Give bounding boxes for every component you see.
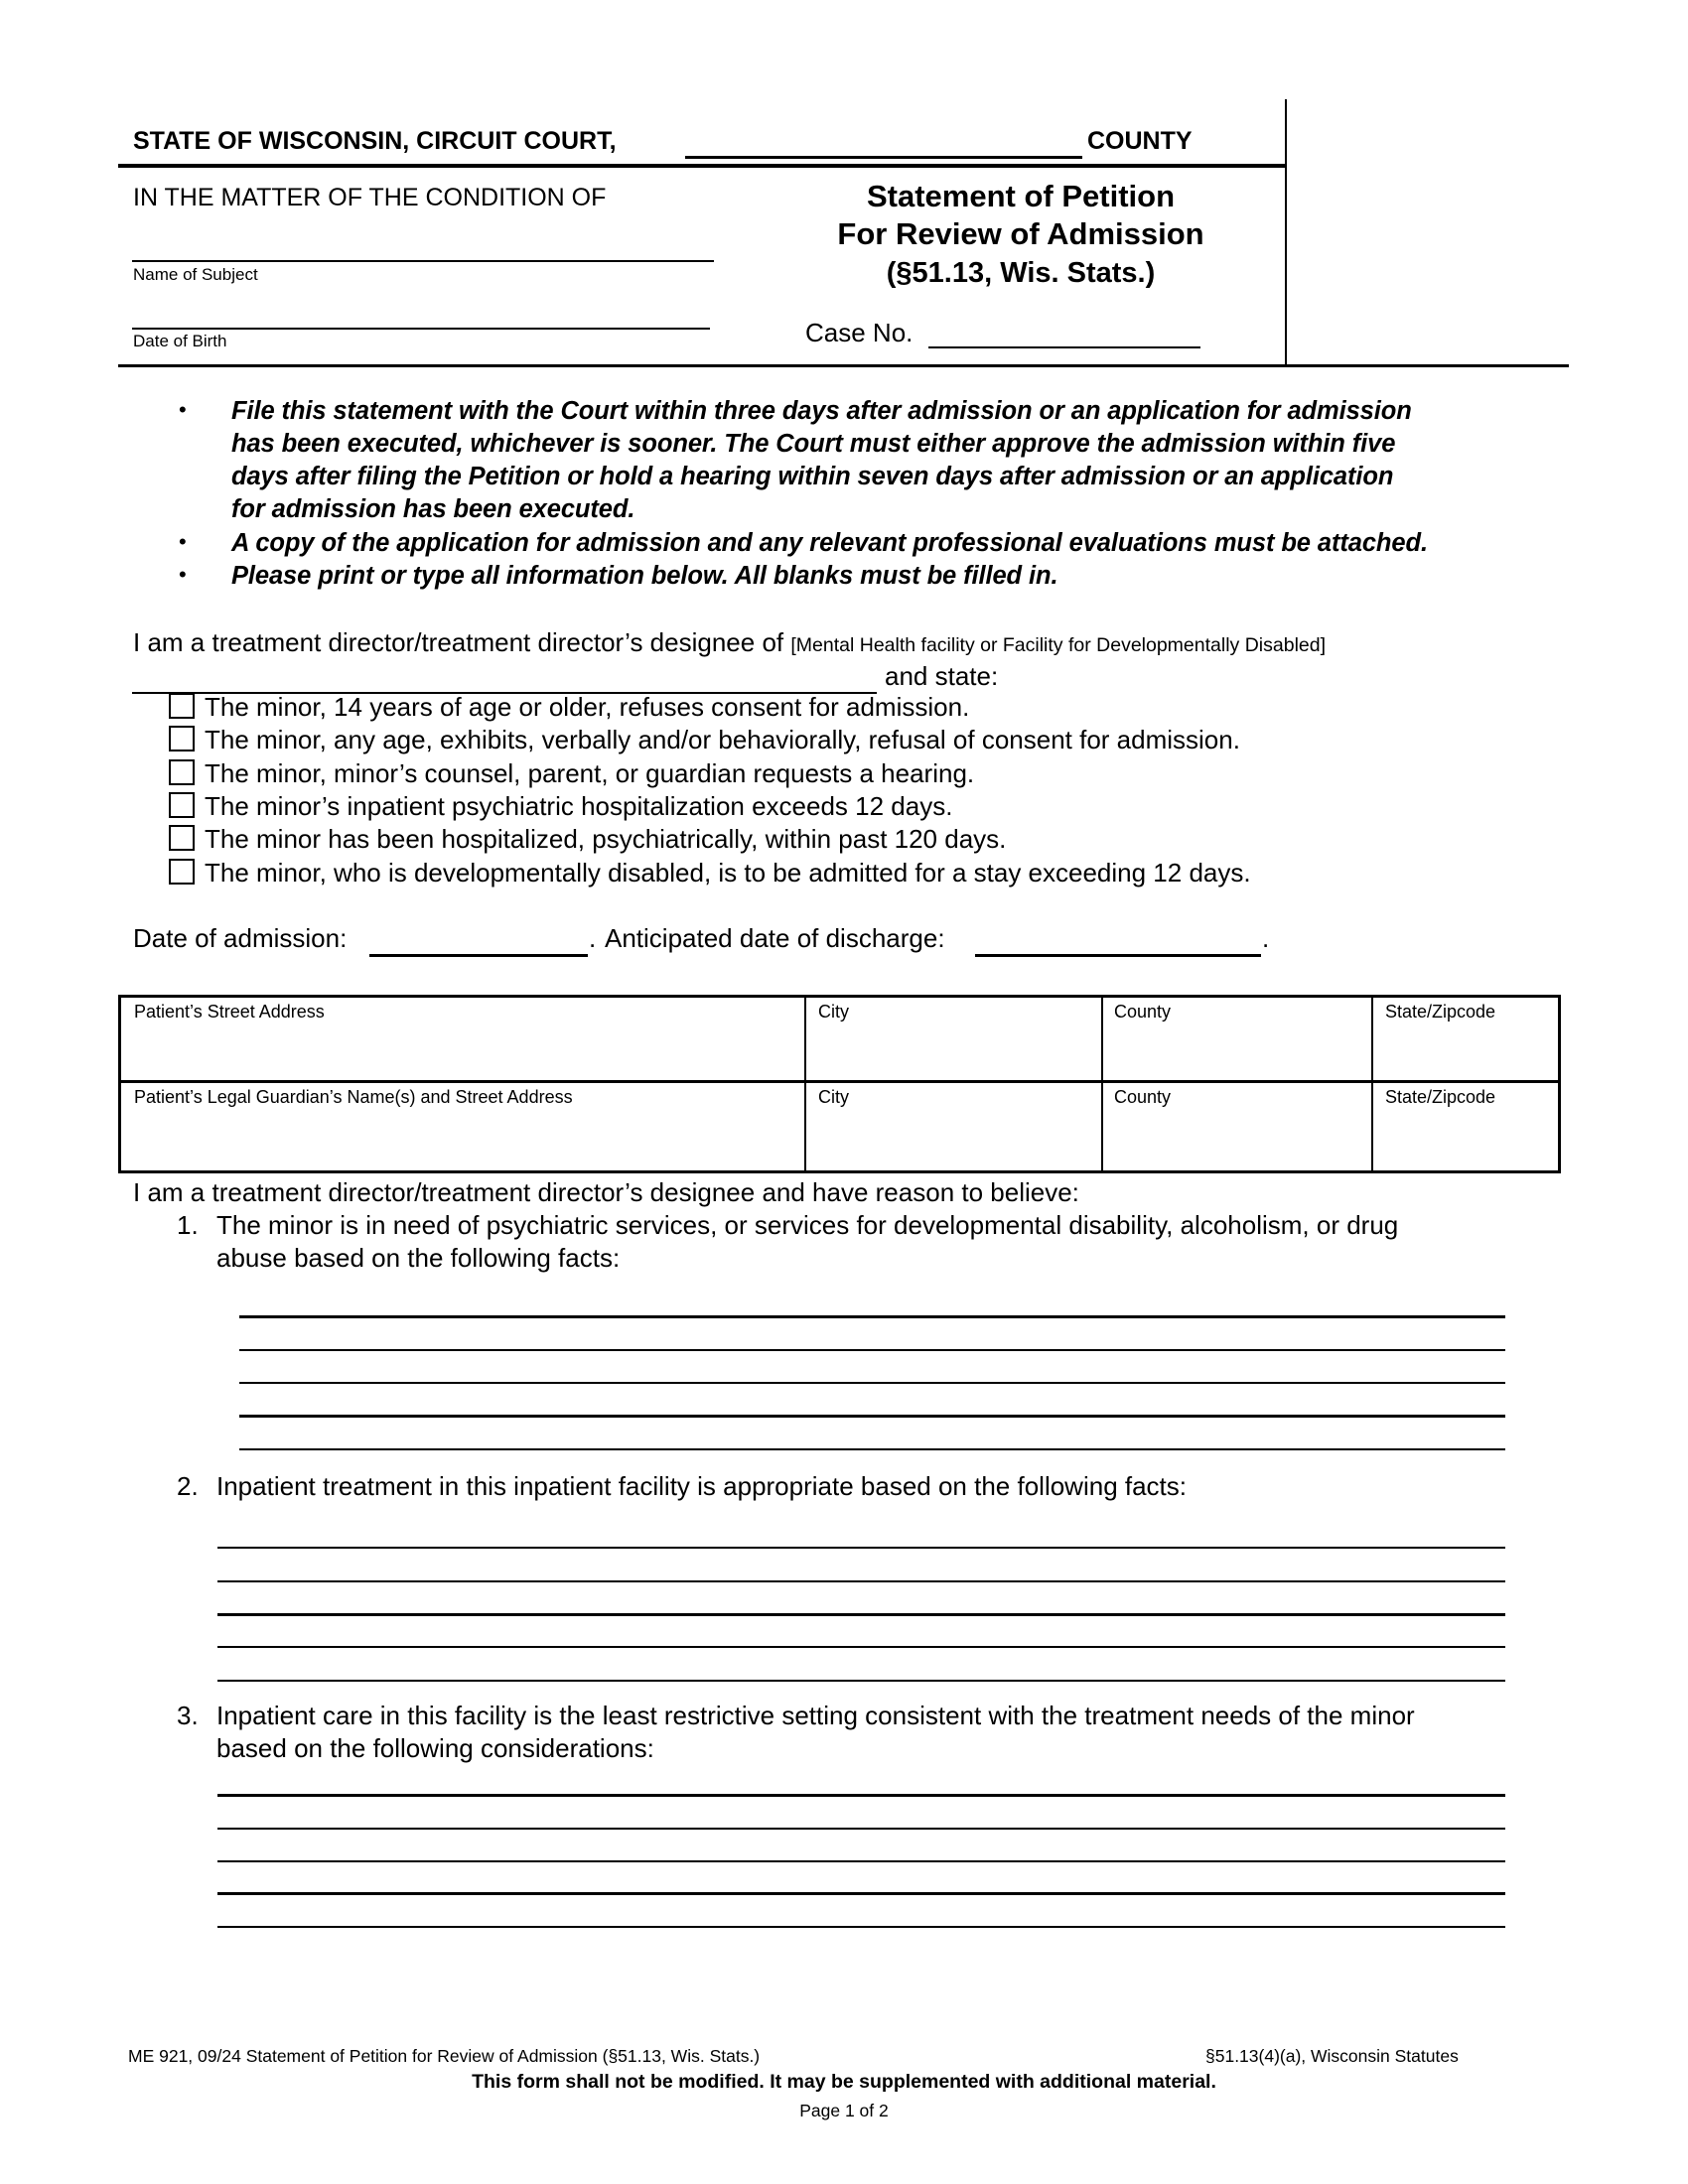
- checkbox-hospitalized-120-days[interactable]: [169, 825, 195, 851]
- bullet-icon: •: [179, 529, 187, 554]
- admission-date-label: Date of admission:: [133, 923, 348, 953]
- item-2-number: 2.: [177, 1471, 199, 1501]
- patient-street-address-label: Patient’s Street Address: [134, 1002, 325, 1022]
- answer-line: [217, 1580, 1505, 1582]
- instruction-2: A copy of the application for admission and any relevant professional evaluations must be attached.: [231, 529, 1428, 557]
- item-3-answer-input[interactable]: [217, 1832, 1509, 1861]
- instruction-1-line-2: has been executed, whichever is sooner. The Court must either approve the admission within five: [231, 430, 1396, 458]
- patient-state-zip-label: State/Zipcode: [1385, 1002, 1496, 1022]
- checkbox-refuses-consent[interactable]: [169, 693, 195, 719]
- admission-date-input[interactable]: [369, 921, 592, 953]
- form-title-line2: For Review of Admission: [837, 216, 1204, 251]
- beliefs-intro: I am a treatment director/treatment director’s designee and have reason to believe:: [133, 1177, 1079, 1207]
- checkbox-label: The minor, any age, exhibits, verbally and/or behaviorally, refusal of consent for admission.: [205, 725, 1240, 754]
- answer-line: [217, 1860, 1505, 1862]
- admission-date-line: [369, 954, 588, 957]
- patient-county-label: County: [1114, 1002, 1172, 1022]
- item-1-text-line-2: abuse based on the following facts:: [216, 1243, 621, 1273]
- discharge-date-label: Anticipated date of discharge:: [605, 923, 945, 953]
- footer-form-id: ME 921, 09/24 Statement of Petition for Review of Admission (§51.13, Wis. Stats.): [128, 2046, 761, 2066]
- footer-page-number: Page 1 of 2: [799, 2101, 889, 2120]
- matter-label: IN THE MATTER OF THE CONDITION OF: [133, 184, 607, 211]
- checkbox-requests-hearing[interactable]: [169, 759, 195, 785]
- item-2-text: Inpatient treatment in this inpatient facility is appropriate based on the following facts:: [216, 1471, 1188, 1501]
- court-title: STATE OF WISCONSIN, CIRCUIT COURT,: [133, 127, 617, 155]
- address-table: [118, 995, 1561, 1173]
- answer-line: [239, 1349, 1505, 1351]
- answer-line: [217, 1794, 1505, 1797]
- patient-city-label: City: [818, 1002, 849, 1022]
- item-3-number: 3.: [177, 1701, 199, 1730]
- guardian-county-input[interactable]: [1107, 1111, 1371, 1166]
- checkbox-developmentally-disabled[interactable]: [169, 859, 195, 885]
- item-2-answer-input[interactable]: [217, 1617, 1509, 1647]
- date-of-birth-input[interactable]: [132, 294, 714, 328]
- answer-line: [239, 1448, 1505, 1450]
- answer-line: [217, 1646, 1505, 1648]
- answer-line: [217, 1892, 1505, 1895]
- header-divider: [1285, 99, 1287, 367]
- date-of-birth-label: Date of Birth: [133, 332, 227, 350]
- patient-street-address-input[interactable]: [125, 1025, 804, 1077]
- designee-intro-text: I am a treatment director/treatment director’s designee of: [133, 627, 784, 657]
- item-3-answer-input[interactable]: [217, 1864, 1509, 1894]
- period: .: [589, 923, 597, 953]
- name-of-subject-line: [132, 260, 714, 262]
- item-2-answer-input[interactable]: [217, 1584, 1509, 1614]
- instruction-1-line-4: for admission has been executed.: [231, 495, 635, 523]
- patient-county-input[interactable]: [1107, 1025, 1371, 1077]
- designee-intro: [133, 627, 1326, 658]
- answer-line: [217, 1926, 1505, 1928]
- answer-line: [217, 1680, 1505, 1682]
- answer-line: [217, 1828, 1505, 1830]
- instruction-1-line-3: days after filing the Petition or hold a hearing within seven days after admission or an application: [231, 463, 1394, 490]
- footer-notice: This form shall not be modified. It may be supplemented with additional material.: [472, 2071, 1216, 2093]
- item-3-answer-input[interactable]: [217, 1799, 1509, 1829]
- checkbox-label: The minor, 14 years of age or older, refuses consent for admission.: [205, 692, 970, 722]
- item-3-answer-input[interactable]: [217, 1897, 1509, 1927]
- guardian-county-label: County: [1114, 1087, 1172, 1107]
- footer-statute: §51.13(4)(a), Wisconsin Statutes: [1205, 2046, 1459, 2066]
- facility-input[interactable]: [132, 659, 881, 693]
- header-bottom-rule: [118, 364, 1569, 367]
- and-state-label: and state:: [885, 661, 999, 691]
- answer-line: [217, 1547, 1505, 1549]
- item-1-answer-input[interactable]: [239, 1320, 1509, 1350]
- case-no-line: [928, 346, 1200, 348]
- guardian-address-input[interactable]: [125, 1111, 804, 1166]
- guardian-city-label: City: [818, 1087, 849, 1107]
- facility-hint: [Mental Health facility or Facility for Developmentally Disabled]: [790, 634, 1327, 656]
- header-rule: [118, 164, 1287, 168]
- item-2-answer-input[interactable]: [217, 1518, 1509, 1548]
- county-underline: [685, 156, 1082, 159]
- item-1-answer-input[interactable]: [239, 1419, 1509, 1448]
- item-1-text-line-1: The minor is in need of psychiatric services, or services for developmental disability, alcoholism, or drug: [216, 1210, 1399, 1240]
- county-input[interactable]: [685, 125, 1086, 157]
- item-2-answer-input[interactable]: [217, 1651, 1509, 1681]
- table-row-divider: [121, 1080, 1558, 1083]
- period: .: [1262, 923, 1270, 953]
- answer-line: [239, 1382, 1505, 1384]
- checkbox-label: The minor’s inpatient psychiatric hospitalization exceeds 12 days.: [205, 791, 953, 821]
- checkbox-label: The minor has been hospitalized, psychiatrically, within past 120 days.: [205, 824, 1007, 854]
- answer-line: [217, 1613, 1505, 1616]
- checkbox-exhibits-refusal[interactable]: [169, 726, 195, 751]
- patient-city-input[interactable]: [810, 1025, 1100, 1077]
- checkbox-exceeds-12-days[interactable]: [169, 792, 195, 818]
- discharge-date-input[interactable]: [975, 921, 1265, 953]
- date-of-birth-line: [132, 328, 710, 330]
- name-of-subject-label: Name of Subject: [133, 265, 258, 284]
- bullet-icon: •: [179, 397, 187, 422]
- item-3-answer-input[interactable]: [217, 1765, 1509, 1795]
- form-title-line1: Statement of Petition: [866, 179, 1175, 213]
- guardian-address-label: Patient’s Legal Guardian’s Name(s) and Street Address: [134, 1087, 573, 1107]
- item-3-text-line-2: based on the following considerations:: [216, 1733, 654, 1763]
- table-col-divider: [1371, 998, 1373, 1170]
- item-1-number: 1.: [177, 1210, 199, 1240]
- form-title-statute: (§51.13, Wis. Stats.): [886, 257, 1156, 289]
- answer-line: [239, 1415, 1505, 1418]
- county-label: COUNTY: [1087, 127, 1193, 155]
- table-col-divider: [1101, 998, 1103, 1170]
- guardian-state-zip-input[interactable]: [1377, 1111, 1556, 1166]
- patient-state-zip-input[interactable]: [1377, 1025, 1556, 1077]
- item-1-answer-input[interactable]: [239, 1353, 1509, 1383]
- item-1-answer-input[interactable]: [239, 1287, 1509, 1316]
- case-no-label: Case No.: [805, 318, 914, 347]
- discharge-date-line: [975, 954, 1261, 957]
- instruction-3: Please print or type all information below. All blanks must be filled in.: [231, 562, 1058, 590]
- item-2-answer-input[interactable]: [217, 1552, 1509, 1581]
- checkbox-label: The minor, minor’s counsel, parent, or guardian requests a hearing.: [205, 758, 975, 788]
- guardian-city-input[interactable]: [810, 1111, 1100, 1166]
- name-of-subject-input[interactable]: [132, 226, 717, 260]
- instruction-1-line-1: File this statement with the Court within three days after admission or an application for admission: [231, 397, 1412, 425]
- bullet-icon: •: [179, 562, 187, 587]
- answer-line: [239, 1315, 1505, 1318]
- table-col-divider: [804, 998, 806, 1170]
- item-1-answer-input[interactable]: [239, 1386, 1509, 1416]
- guardian-state-zip-label: State/Zipcode: [1385, 1087, 1496, 1107]
- item-3-text-line-1: Inpatient care in this facility is the least restrictive setting consistent with the treatment needs of the minor: [216, 1701, 1415, 1730]
- case-no-input[interactable]: [928, 316, 1204, 347]
- checkbox-label: The minor, who is developmentally disabled, is to be admitted for a stay exceeding 12 days.: [205, 858, 1251, 887]
